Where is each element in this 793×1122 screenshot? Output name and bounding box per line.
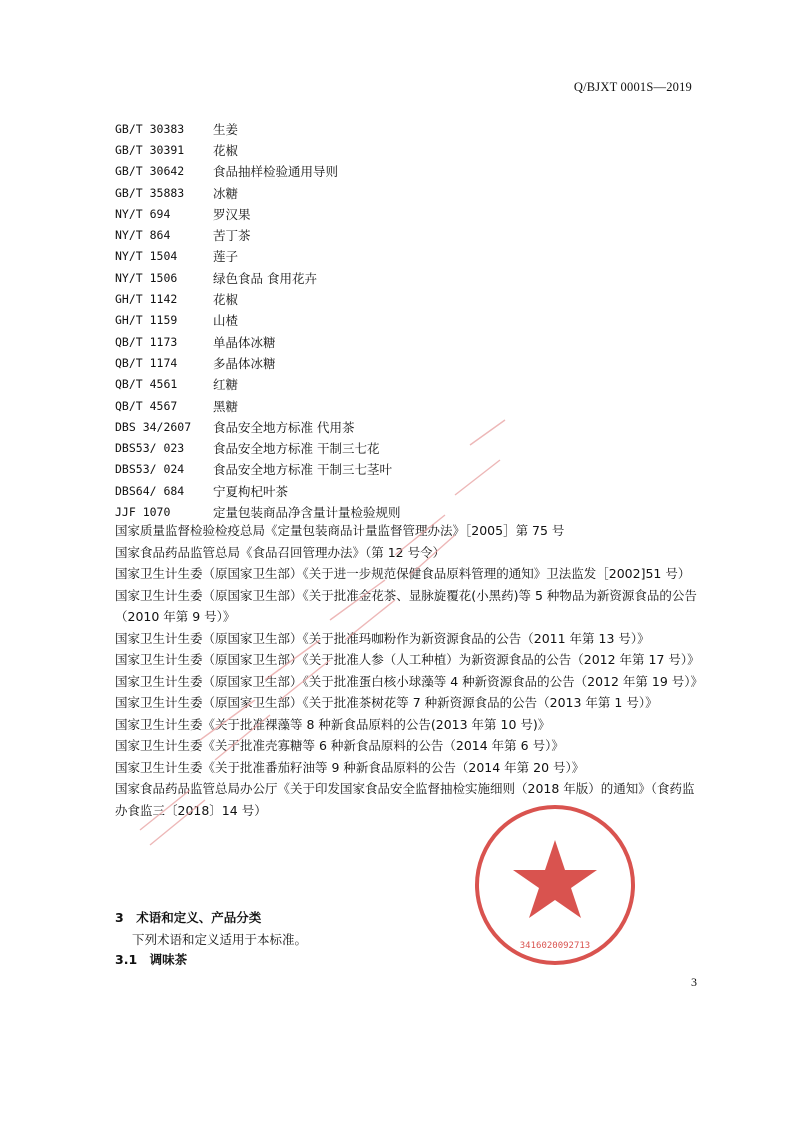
regulation-item: 国家食品药品监管总局办公厅《关于印发国家食品安全监督抽检实施细则（2018 年版）的通知》（食药监办食监三〔2018〕14 号） bbox=[115, 781, 695, 818]
reference-code: DBS53/ 024 bbox=[115, 462, 185, 477]
reference-name: 花椒 bbox=[213, 292, 239, 308]
reference-item bbox=[115, 437, 715, 458]
reference-name: 红糖 bbox=[213, 377, 239, 393]
regulation-list bbox=[115, 520, 704, 821]
page-number: 3 bbox=[691, 975, 697, 989]
regulation-item: 国家卫生计生委（原国家卫生部）《关于批准人参（人工种植）为新资源食品的公告（2012 年第 17 号）》 bbox=[115, 652, 700, 667]
section-text: 下列术语和定义适用于本标准。 bbox=[132, 932, 308, 947]
reference-item bbox=[115, 118, 715, 139]
reference-item bbox=[115, 374, 715, 395]
reference-name: 山楂 bbox=[213, 313, 239, 329]
regulation-item: 国家卫生计生委《关于批准裸藻等 8 种新食品原料的公告(2013 年第 10 号)》 bbox=[115, 716, 551, 732]
reference-code: QB/T 1173 bbox=[115, 334, 178, 349]
company-seal bbox=[470, 800, 640, 970]
regulation-item: 国家卫生计生委（原国家卫生部）《关于批准茶树花等 7 种新资源食品的公告（2013 年第 1 号）》 bbox=[115, 695, 658, 710]
regulation-item: 国家卫生计生委（原国家卫生部）《关于进一步规范保健食品原料管理的通知》卫法监发［2002]51 号） bbox=[115, 566, 691, 581]
section-heading: 3 术语和定义、产品分类 bbox=[115, 910, 262, 925]
reference-item bbox=[115, 161, 715, 182]
reference-name: 绿色食品 食用花卉 bbox=[213, 270, 317, 286]
seal-number: 3416020092713 bbox=[519, 941, 591, 951]
reference-code: NY/T 1504 bbox=[115, 249, 178, 264]
regulation-item: 国家卫生计生委《关于批准番茄籽油等 9 种新食品原料的公告（2014 年第 20 号）》 bbox=[115, 759, 585, 775]
reference-name: 多晶体冰糖 bbox=[213, 355, 276, 371]
reference-code: QB/T 4567 bbox=[115, 398, 178, 413]
regulation-item: 国家质量监督检验检疫总局《定量包装商品计量监督管理办法》［2005］第 75 号 bbox=[115, 523, 565, 538]
reference-item bbox=[115, 352, 715, 373]
reference-code: QB/T 4561 bbox=[115, 377, 178, 392]
reference-name: 食品安全地方标准 代用茶 bbox=[213, 419, 355, 435]
reference-name: 黑糖 bbox=[213, 398, 239, 414]
reference-code: JJF 1070 bbox=[115, 504, 171, 519]
reference-name: 花椒 bbox=[213, 142, 239, 158]
reference-item bbox=[115, 224, 715, 245]
reference-name: 罗汉果 bbox=[213, 206, 251, 222]
reference-item bbox=[115, 416, 715, 437]
reference-item bbox=[115, 331, 715, 352]
reference-list bbox=[115, 118, 715, 523]
reference-item bbox=[115, 480, 715, 501]
regulation-item: 国家卫生计生委（原国家卫生部）《关于批准玛咖粉作为新资源食品的公告（2011 年第 13 号）》 bbox=[115, 630, 650, 646]
reference-code: GB/T 30391 bbox=[115, 142, 185, 157]
reference-name: 食品抽样检验通用导则 bbox=[213, 164, 339, 180]
reference-code: NY/T 694 bbox=[115, 206, 171, 221]
reference-name: 定量包装商品净含量计量检验规则 bbox=[213, 504, 401, 520]
reference-name: 冰糖 bbox=[213, 185, 239, 201]
reference-item bbox=[115, 288, 715, 309]
reference-code: GH/T 1142 bbox=[115, 292, 178, 307]
reference-code: DBS 34/2607 bbox=[115, 419, 192, 434]
reference-code: DBS53/ 023 bbox=[115, 441, 185, 456]
reference-item bbox=[115, 182, 715, 203]
reference-item bbox=[115, 310, 715, 331]
reference-name: 食品安全地方标准 干制三七茎叶 bbox=[213, 462, 392, 478]
reference-name: 食品安全地方标准 干制三七花 bbox=[213, 441, 380, 457]
reference-code: NY/T 864 bbox=[115, 228, 171, 243]
regulation-item: 国家卫生计生委《关于批准壳寡糖等 6 种新食品原料的公告（2014 年第 6 号）》 bbox=[115, 738, 564, 753]
reference-code: NY/T 1506 bbox=[115, 270, 178, 285]
reference-item bbox=[115, 395, 715, 416]
reference-name: 单晶体冰糖 bbox=[213, 334, 276, 350]
reference-code: QB/T 1174 bbox=[115, 355, 178, 370]
reference-name: 生姜 bbox=[213, 121, 239, 137]
subsection-heading: 3.1 调味茶 bbox=[115, 952, 188, 967]
reference-item bbox=[115, 246, 715, 267]
reference-code: GB/T 35883 bbox=[115, 185, 185, 200]
reference-name: 宁夏枸杞叶茶 bbox=[213, 483, 289, 499]
reference-item bbox=[115, 203, 715, 224]
regulation-item: 国家卫生计生委（原国家卫生部）《关于批准金花茶、显脉旋覆花(小黑药)等 5 种物品为新资源食品的公告（2010 年第 9 号）》 bbox=[115, 587, 697, 624]
reference-item bbox=[115, 459, 715, 480]
reference-item bbox=[115, 267, 715, 288]
regulation-item: 国家食品药品监管总局《食品召回管理办法》（第 12 号令） bbox=[115, 544, 446, 560]
regulation-item: 国家卫生计生委（原国家卫生部）《关于批准蛋白核小球藻等 4 种新资源食品的公告（2012 年第 19 号）》 bbox=[115, 673, 704, 689]
reference-name: 苦丁茶 bbox=[213, 228, 251, 244]
reference-name: 莲子 bbox=[213, 249, 239, 265]
reference-code: GB/T 30383 bbox=[115, 121, 185, 136]
document-code: Q/BJXT 0001S—2019 bbox=[573, 80, 692, 94]
reference-code: GH/T 1159 bbox=[115, 313, 178, 328]
reference-code: GB/T 30642 bbox=[115, 164, 185, 179]
reference-item bbox=[115, 139, 715, 160]
reference-code: DBS64/ 684 bbox=[115, 483, 185, 498]
